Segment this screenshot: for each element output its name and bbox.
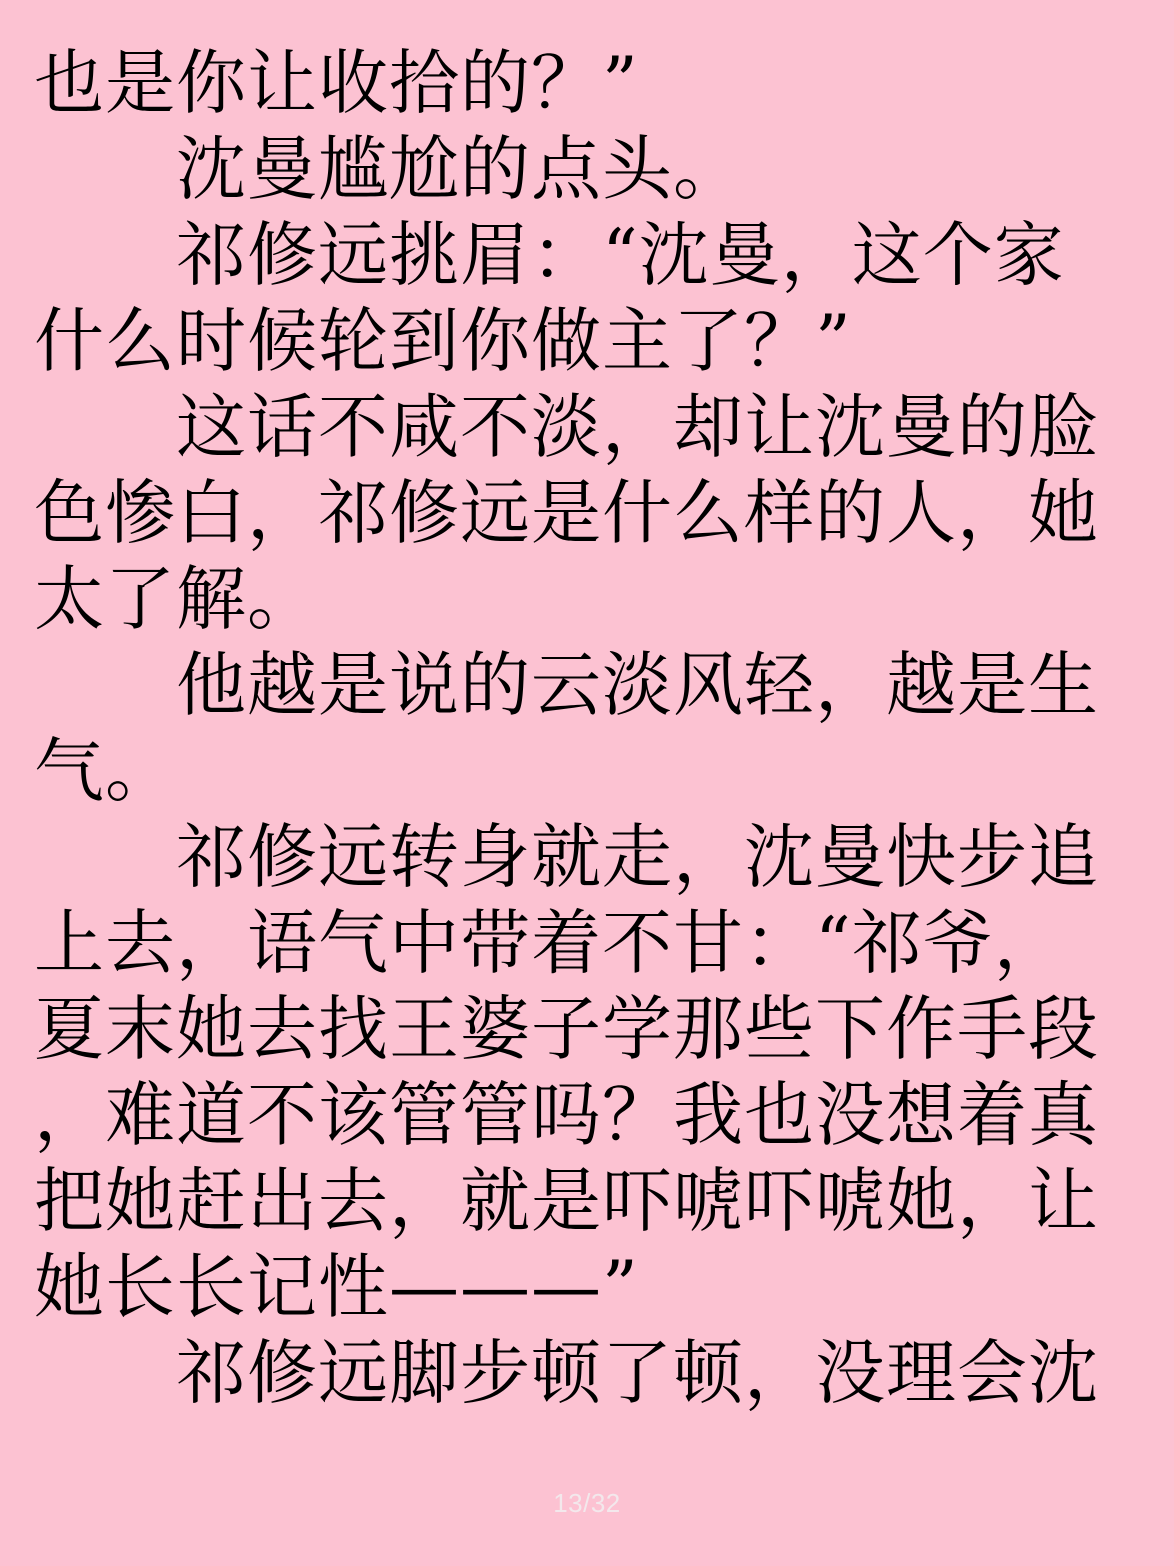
- text-line: 夏末她去找王婆子学那些下作手段: [34, 988, 1099, 1070]
- text-line: 祁修远脚步顿了顿，没理会沈: [34, 1332, 1099, 1414]
- text-line: 他越是说的云淡风轻，越是生: [34, 644, 1099, 726]
- text-line: 也是你让收拾的？”: [34, 42, 639, 124]
- text-line: 这话不咸不淡，却让沈曼的脸: [34, 386, 1099, 468]
- text-line: 气。: [34, 730, 176, 812]
- text-line: 什么时候轮到你做主了？”: [34, 300, 852, 382]
- text-line: 祁修远转身就走，沈曼快步追: [34, 816, 1099, 898]
- text-line: ，难道不该管管吗？我也没想着真: [34, 1074, 1099, 1156]
- text-line: 祁修远挑眉：“沈曼，这个家: [34, 214, 1065, 296]
- text-line: 她长长记性———”: [34, 1246, 639, 1328]
- text-line: 上去，语气中带着不甘：“祁爷，: [34, 902, 1065, 984]
- text-line: 沈曼尴尬的点头。: [34, 128, 744, 210]
- text-line: 把她赶出去，就是吓唬吓唬她，让: [34, 1160, 1099, 1242]
- page-indicator: 13/32: [553, 1488, 621, 1518]
- text-line: 色惨白，祁修远是什么样的人，她: [34, 472, 1099, 554]
- text-line: 太了解。: [34, 558, 318, 640]
